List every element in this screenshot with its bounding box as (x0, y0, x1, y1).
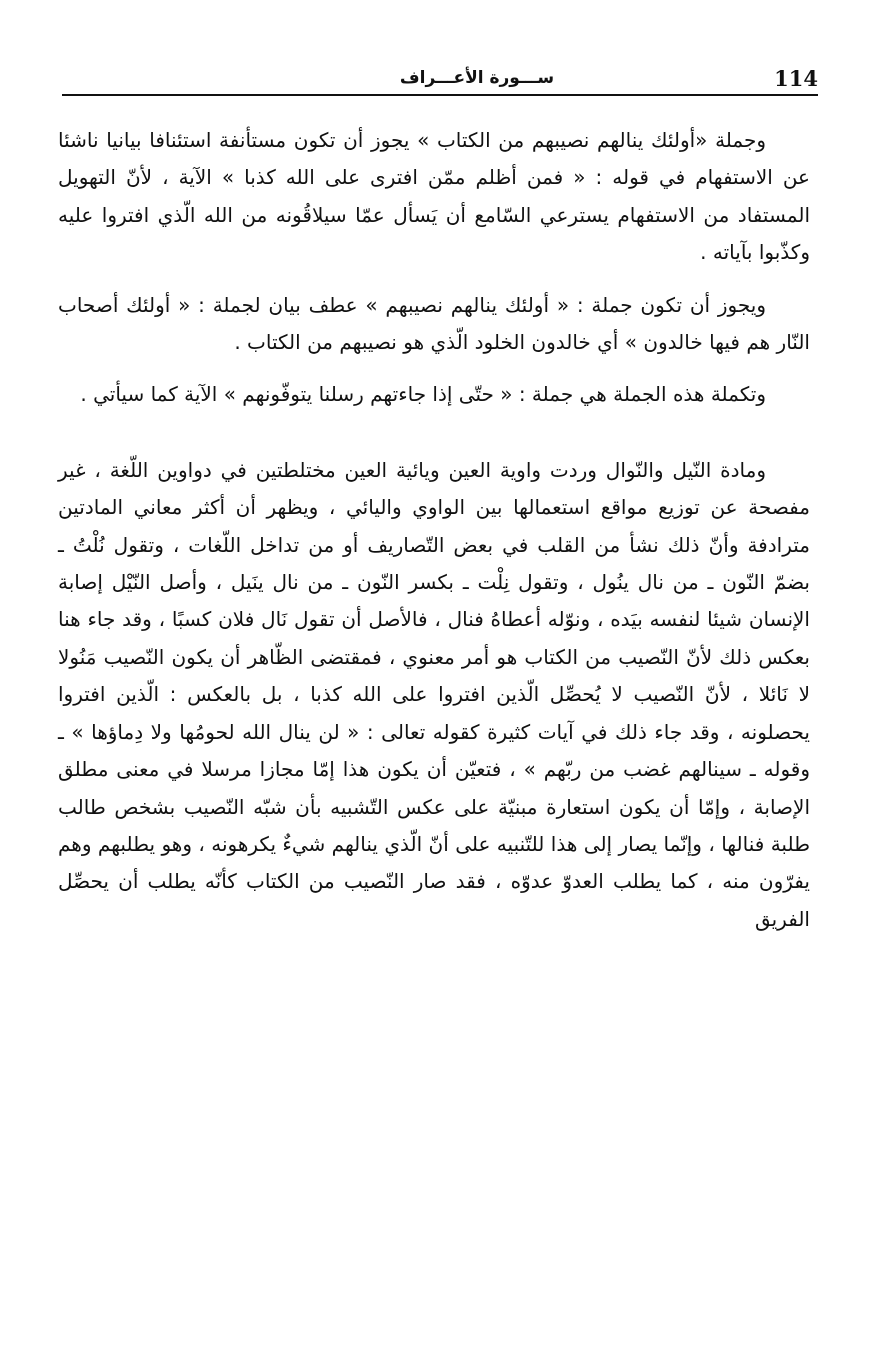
paragraph: ومادة النّيل والنّوال وردت واوية العين ويائية العين مختلطتين في دواوين اللّغة ، غير مفصحة عن توزيع مواقع استعمالها بين الواوي واليائي ، ويظهر أن أكثر معاني المادتين مترادفة وأنّ ذلك نشأ من القلب في بعض التّصاريف أو من تداخل اللّغات ، وتقول نُلْتُ ـ بضمّ النّون ـ من نال ينُول ، وتقول نِلْت ـ بكسر النّون ـ من نال ينَيل ، وأصل النّيْل إصابة الإنسان شيئا لنفسه بيَده ، ونوّله أعطاهُ فنال ، فالأصل أن تقول نَال فلان كسبًا ، وقد جاء هنا بعكس ذلك لأنّ النّصيب من الكتاب هو أمر معنوي ، فمقتضى الظّاهر أن يكون النّصيب مَنُولا لا نَائلا ، لأنّ النّصيب لا يُحصِّل الّذين افتروا على الله كذبا ، بل بالعكس : الّذين افتروا يحصلونه ، وقد جاء ذلك في آيات كثيرة كقوله تعالى : « لن ينال الله لحومُها ولا دِماؤها » ـ وقوله ـ سينالهم غضب من ربّهم » ، فتعيّن أن يكون هذا إمّا مجازا مرسلا في معنى مطلق الإصابة ، وإمّا أن يكون استعارة مبنيّة على عكس التّشبيه بأن شبّه النّصيب بشخص طالب طلبة فنالها ، وإنّما يصار إلى هذا للتّنبيه على أنّ الّذي ينالهم شيءٌ يكرهونه ، وهو يطلبهم وهم يفرّون منه ، كما يطلب العدوّ عدوّه ، فقد صار النّصيب من الكتاب كأنّه يطلب أن يحصِّل الفريق (58, 457, 810, 931)
paragraph: وجملة «أولئك ينالهم نصيبهم من الكتاب » يجوز أن تكون مستأنفة استئنافا بيانيا ناشئا عن الاستفهام في قوله : « فمن أظلم ممّن افترى على الله كذبا » الآية ، لأنّ التهويل المستفاد من الاستفهام يسترعي السّامع أن يَسأل عمّا سيلاقُونه من الله الّذي افتروا عليه وكذّبوا بآياته . (58, 128, 810, 265)
running-title: ســـورة الأعـــراف (399, 68, 555, 88)
page-header (62, 62, 818, 96)
paragraph: وتكملة هذه الجملة هي جملة : « حتّى إذا جاءتهم رسلنا يتوفّونهم » الآية كما سيأتي . (80, 382, 766, 407)
page-number: 114 (774, 66, 818, 91)
paragraph: ويجوز أن تكون جملة : « أولئك ينالهم نصيبهم » عطف بيان لجملة : « أولئك أصحاب النّار هم فيها خالدون » أي خالدون الخلود الّذي هو نصيبهم من الكتاب . (58, 292, 810, 355)
page-body (58, 122, 810, 938)
